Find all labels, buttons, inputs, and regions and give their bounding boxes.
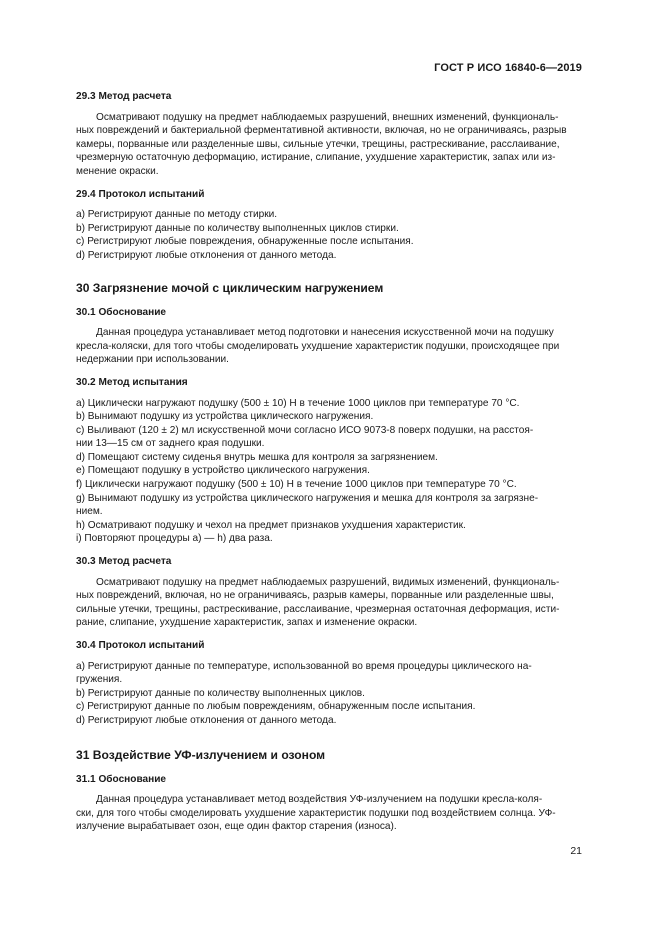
section-30-4-title: 30.4 Протокол испытаний <box>76 640 205 651</box>
list-item: d) Регистрируют любые отклонения от данного метода. <box>76 714 337 726</box>
list-item: c) Регистрируют данные по любым повреждениям, обнаруженным после испытания. <box>76 701 476 713</box>
section-29-3-body <box>76 111 585 179</box>
list-item: b) Регистрируют данные по количеству выполненных циклов. <box>76 687 365 699</box>
list-item: h) Осматривают подушку и чехол на предмет признаков ухудшения характеристик. <box>76 519 466 531</box>
list-item-continuation: нии 13—15 см от заднего края подушки. <box>76 438 265 450</box>
list-item: i) Повторяют процедуры a) — h) два раза. <box>76 533 273 545</box>
list-item-continuation: нием. <box>76 506 103 518</box>
text-line: рание, слипание, ухудшение характеристик, запах и изменение окраски. <box>76 617 418 629</box>
section-31-1-title: 31.1 Обоснование <box>76 773 167 785</box>
section-30-2-list <box>76 397 585 547</box>
section-29-3-title: 29.3 Метод расчета <box>76 91 172 102</box>
text-line: Осматривают подушку на предмет наблюдаемых разрушений, видимых изменений, функциональ- <box>96 576 560 588</box>
document-code: ГОСТ Р ИСО 16840-6—2019 <box>434 62 582 74</box>
section-30-2-title: 30.2 Метод испытания <box>76 376 188 388</box>
text-line: сильные утечки, трещины, растрескивание, расслаивание, чрезмерная остаточная деформация, исти- <box>76 603 560 615</box>
list-item: c) Регистрируют любые повреждения, обнаруженные после испытания. <box>76 236 414 248</box>
list-item: d) Регистрируют любые отклонения от данного метода. <box>76 249 337 261</box>
list-item: a) Регистрируют данные по температуре, использованной во время процедуры циклического на- <box>76 660 532 672</box>
list-item: d) Помещают систему сиденья внутрь мешка для контроля за загрязнением. <box>76 451 438 463</box>
section-30-heading: 30 Загрязнение мочой с циклическим нагружением <box>76 280 384 295</box>
section-31-heading: 31 Воздействие УФ-излучением и озоном <box>76 747 326 762</box>
page-number: 21 <box>570 845 582 857</box>
section-30-1-title: 30.1 Обоснование <box>76 306 167 318</box>
list-item: g) Вынимают подушку из устройства циклического нагружения и мешка для контроля за загрязне- <box>76 492 539 504</box>
list-item: a) Регистрируют данные по методу стирки. <box>76 209 278 221</box>
text-line: чрезмерную остаточную деформацию, истирание, слипание, ухудшение характеристик, запах или из- <box>76 152 556 164</box>
section-29-4-title: 29.4 Протокол испытаний <box>76 188 205 200</box>
section-30-3-title: 30.3 Метод расчета <box>76 556 172 568</box>
section-30-4-list <box>76 660 585 728</box>
text-line: Осматривают подушку на предмет наблюдаемых разрушений, внешних изменений, функциональ- <box>96 111 559 123</box>
list-item: f) Циклически нагружают подушку (500 ± 10) Н в течение 1000 циклов при температуре 70 °С. <box>76 479 517 491</box>
section-30-3-body <box>76 576 585 630</box>
list-item: a) Циклически нагружают подушку (500 ± 10) Н в течение 1000 циклов при температуре 70 °С. <box>76 397 520 409</box>
text-line: ных повреждений и бактериальной ферментативной активности, включая, но не ограничиваясь, разрыв <box>76 125 567 137</box>
list-item: e) Помещают подушку в устройство циклического нагружения. <box>76 465 370 477</box>
text-line: Данная процедура устанавливает метод воздействия УФ-излучением на подушки кресла-коля- <box>96 794 543 806</box>
text-line: Данная процедура устанавливает метод подготовки и нанесения искусственной мочи на подушку <box>96 327 554 339</box>
text-line: кресла-коляски, для того чтобы смоделировать ухудшение характеристик подушки, происходящее при <box>76 340 560 352</box>
list-item: b) Регистрируют данные по количеству выполненных циклов стирки. <box>76 222 399 234</box>
text-line: камеры, порванные или разделенные швы, сильные утечки, трещины, растрескивание, расслаивание, <box>76 138 560 150</box>
list-item: c) Выливают (120 ± 2) мл искусственной мочи согласно ИСО 9073-8 поверх подушки, на расстоя- <box>76 424 534 436</box>
text-line: ски, для того чтобы смоделировать ухудшение характеристик подушки под воздействием солнца. УФ- <box>76 807 556 819</box>
section-30-1-body <box>76 326 585 367</box>
page-content <box>76 90 585 834</box>
text-line: менение окраски. <box>76 165 159 177</box>
list-item-continuation: гружения. <box>76 674 123 686</box>
text-line: ных повреждений, включая, но не ограничиваясь, разрыв камеры, порванные или разделенные швы, <box>76 590 554 602</box>
section-31-1-body <box>76 793 585 834</box>
text-line: недержании при использовании. <box>76 354 229 366</box>
list-item: b) Вынимают подушку из устройства циклического нагружения. <box>76 411 374 423</box>
text-line: излучение вырабатывает озон, еще один фактор старения (износа). <box>76 821 397 833</box>
section-29-4-list <box>76 208 585 262</box>
